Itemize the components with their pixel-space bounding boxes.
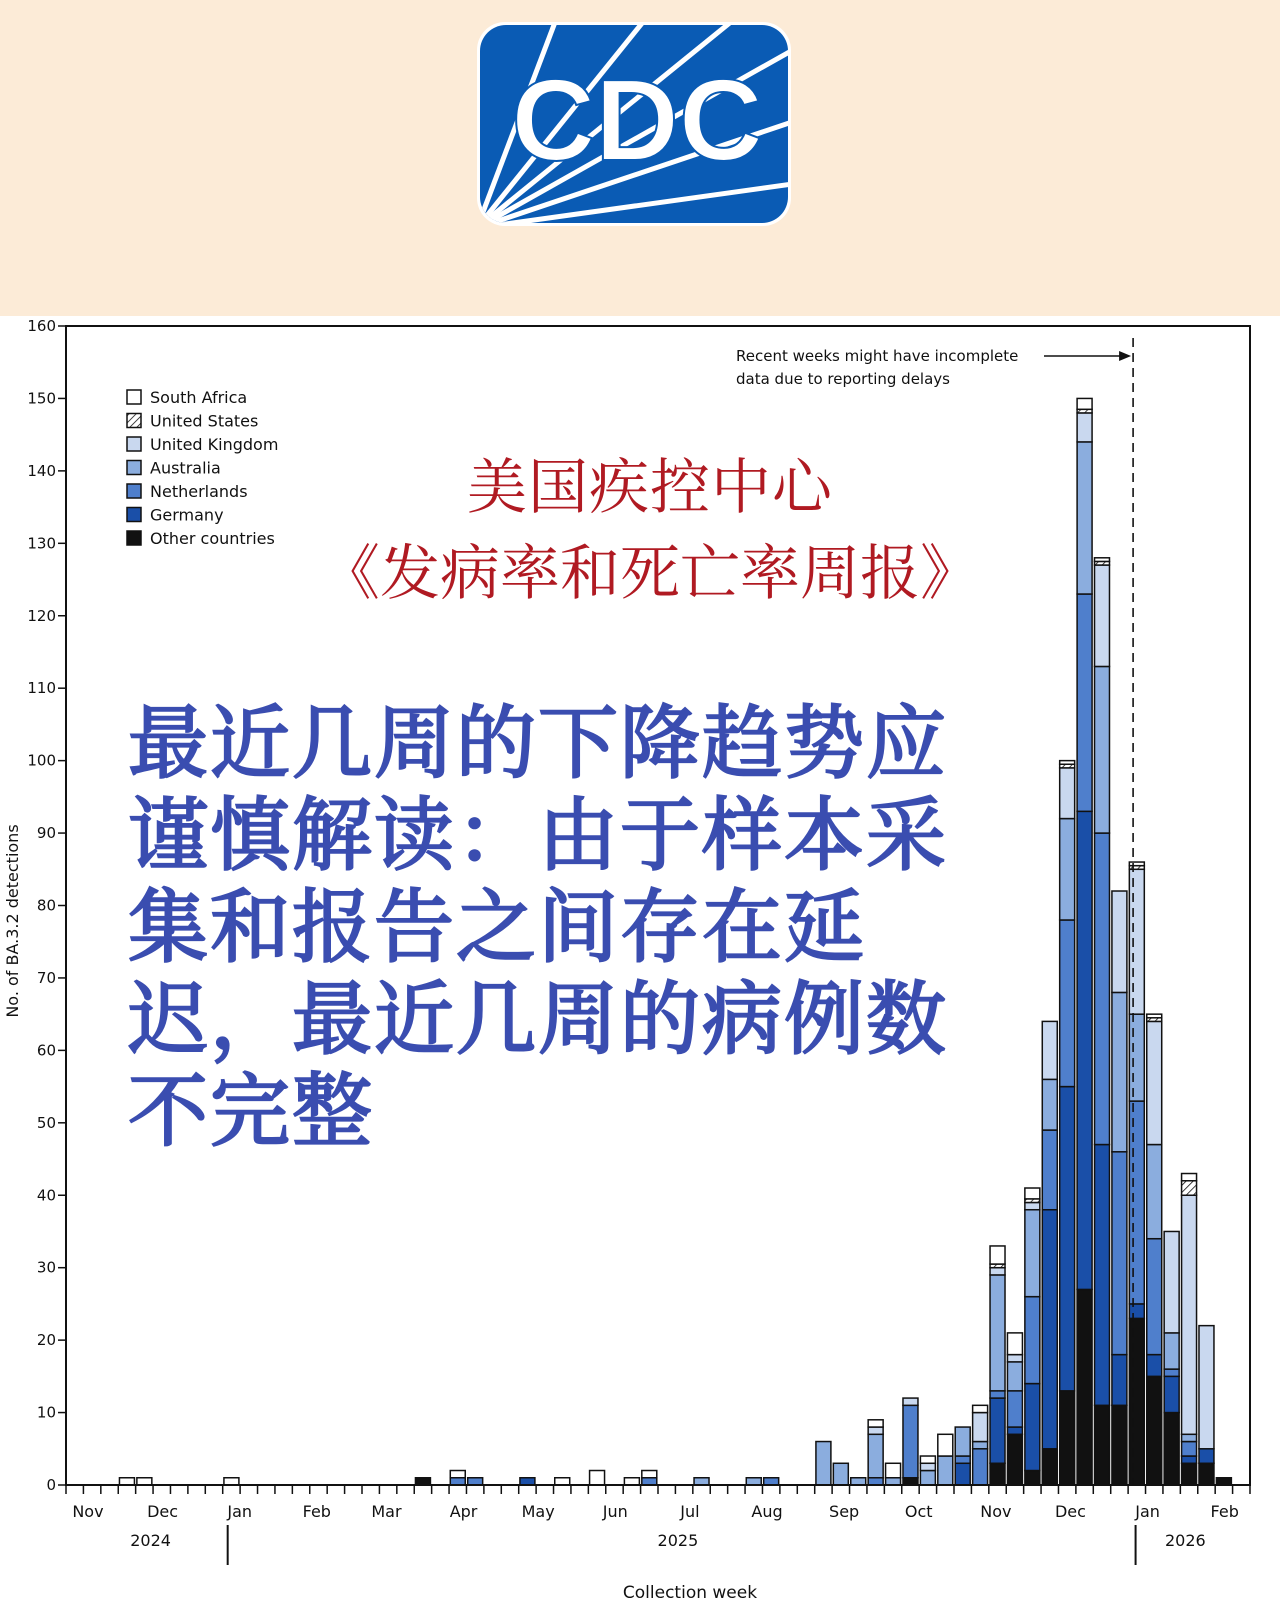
legend-label: Other countries	[150, 529, 275, 548]
bar-segment	[1129, 1318, 1144, 1485]
legend-swatch	[127, 484, 141, 498]
bar-segment	[1164, 1369, 1179, 1376]
bar-segment	[415, 1478, 430, 1485]
bar-week	[450, 1471, 465, 1485]
legend-label: United States	[150, 411, 259, 431]
bar-segment	[1060, 920, 1075, 1087]
bar-segment	[1164, 1231, 1179, 1332]
bar-week	[973, 1405, 988, 1485]
bar-segment	[920, 1471, 935, 1485]
bar-segment	[1095, 1145, 1110, 1406]
bar-segment	[1129, 1101, 1144, 1304]
y-axis-ticks	[27, 317, 66, 1494]
bar-segment	[1182, 1442, 1197, 1456]
bar-segment	[1147, 1021, 1162, 1144]
bar-week	[1060, 761, 1075, 1485]
bar-segment	[1077, 398, 1092, 409]
bar-segment	[868, 1434, 883, 1477]
bar-segment	[1164, 1376, 1179, 1412]
bar-week	[903, 1398, 918, 1485]
bar-segment	[1025, 1471, 1040, 1485]
bar-segment	[1007, 1362, 1022, 1391]
bar-segment	[1095, 1405, 1110, 1485]
bar-segment	[990, 1246, 1005, 1264]
bar-segment	[119, 1478, 134, 1485]
y-tick-label: 60	[36, 1041, 56, 1060]
bar-segment	[868, 1478, 883, 1485]
bar-segment	[468, 1478, 483, 1485]
bar-segment	[1095, 565, 1110, 666]
bar-segment	[973, 1413, 988, 1442]
bar-segment	[990, 1268, 1005, 1275]
legend-swatch	[127, 390, 141, 404]
bar-segment	[990, 1398, 1005, 1463]
bar-week	[137, 1478, 152, 1485]
bar-segment	[1129, 869, 1144, 1014]
x-month-label: Dec	[147, 1502, 179, 1521]
bar-week	[224, 1478, 239, 1485]
bar-segment	[450, 1471, 465, 1478]
bar-week	[415, 1478, 430, 1485]
x-month-label: Sep	[829, 1502, 860, 1521]
bar-week	[764, 1478, 779, 1485]
bar-segment	[1199, 1449, 1214, 1463]
x-month-label: Feb	[302, 1502, 331, 1521]
y-tick-label: 70	[36, 968, 56, 987]
bar-week	[1025, 1188, 1040, 1485]
bar-segment	[1147, 1014, 1162, 1018]
x-month-label: Jul	[680, 1502, 700, 1521]
bar-segment	[1007, 1391, 1022, 1427]
bar-segment	[1182, 1181, 1197, 1195]
bar-week	[694, 1478, 709, 1485]
x-axis-label: Collection week	[622, 1583, 758, 1599]
bar-segment	[903, 1478, 918, 1485]
bar-week	[746, 1478, 761, 1485]
bar-segment	[955, 1456, 970, 1463]
legend-swatch	[127, 461, 141, 475]
x-year-label: 2026	[1164, 1531, 1206, 1550]
bar-segment	[1147, 1355, 1162, 1377]
x-month-label: Apr	[449, 1502, 478, 1521]
bar-segment	[520, 1478, 535, 1485]
bar-segment	[764, 1478, 779, 1485]
bar-week	[1147, 1014, 1162, 1485]
bar-segment	[955, 1427, 970, 1456]
bar-week	[955, 1427, 970, 1485]
bar-segment	[1129, 1014, 1144, 1101]
bar-segment	[920, 1463, 935, 1470]
bar-segment	[903, 1405, 918, 1477]
cdc-logo	[477, 22, 803, 228]
bar-week	[590, 1471, 605, 1485]
bar-segment	[1095, 558, 1110, 562]
bar-segment	[955, 1463, 970, 1485]
bar-segment	[1199, 1463, 1214, 1485]
bar-segment	[990, 1463, 1005, 1485]
bar-segment	[1077, 413, 1092, 442]
bar-segment	[1199, 1326, 1214, 1449]
bar-segment	[868, 1420, 883, 1427]
x-month-label: Mar	[371, 1502, 402, 1521]
y-tick-label: 40	[36, 1186, 56, 1205]
overlay-publication-title: 《发病率和死亡率周报》	[320, 539, 980, 609]
bar-segment	[555, 1478, 570, 1485]
bar-week	[1007, 1333, 1022, 1485]
y-tick-label: 20	[36, 1331, 56, 1350]
bar-segment	[973, 1449, 988, 1485]
bar-segment	[1060, 768, 1075, 819]
bar-segment	[1042, 1210, 1057, 1449]
y-tick-label: 150	[27, 389, 56, 408]
annotation-arrow-head	[1119, 351, 1131, 361]
y-tick-label: 90	[36, 824, 56, 843]
bar-segment	[1007, 1333, 1022, 1355]
y-tick-label: 100	[27, 751, 56, 770]
bar-week	[1164, 1231, 1179, 1485]
x-month-label: Oct	[904, 1502, 933, 1521]
bar-segment	[1112, 1152, 1127, 1355]
legend-label: Australia	[150, 458, 221, 478]
bar-segment	[1025, 1188, 1040, 1199]
bar-segment	[1112, 891, 1127, 992]
bar-segment	[642, 1478, 657, 1485]
legend-label: United Kingdom	[150, 435, 279, 454]
bar-segment	[903, 1398, 918, 1405]
bar-segment	[1025, 1297, 1040, 1384]
bar-segment	[1077, 811, 1092, 1289]
chart-legend	[127, 388, 278, 548]
bar-week	[642, 1471, 657, 1485]
y-tick-label: 120	[27, 606, 56, 625]
bar-segment	[938, 1434, 953, 1456]
bar-segment	[1147, 1239, 1162, 1355]
bar-week	[555, 1478, 570, 1485]
bar-segment	[973, 1405, 988, 1412]
cdc-logo-text: CDC	[511, 55, 763, 185]
x-month-label: Jan	[227, 1502, 253, 1521]
x-year-label: 2025	[657, 1531, 699, 1550]
y-tick-label: 30	[36, 1258, 56, 1277]
bar-segment	[1007, 1427, 1022, 1434]
bar-week	[1042, 1021, 1057, 1485]
bar-week	[1112, 891, 1127, 1485]
bar-segment	[1182, 1434, 1197, 1441]
bar-segment	[137, 1478, 152, 1485]
x-month-label: Nov	[980, 1502, 1012, 1521]
overlay-caution-note: 最近几周的下降趋势应谨慎解读：由于样本采集和报告之间存在延迟，最近几周的病例数不完整	[128, 697, 948, 1158]
y-tick-label: 140	[27, 461, 56, 480]
bar-segment	[816, 1442, 831, 1485]
bar-week	[1129, 862, 1144, 1485]
bar-week	[833, 1463, 848, 1485]
bar-segment	[1095, 833, 1110, 1144]
bar-segment	[1216, 1478, 1231, 1485]
bar-week	[886, 1463, 901, 1485]
bar-segment	[1042, 1449, 1057, 1485]
bar-segment	[1060, 761, 1075, 765]
legend-swatch	[127, 508, 141, 522]
legend-label: Netherlands	[150, 482, 248, 501]
bar-segment	[1007, 1355, 1022, 1362]
bar-segment	[1077, 1289, 1092, 1485]
x-month-label: May	[521, 1502, 555, 1521]
bar-week	[868, 1420, 883, 1485]
bar-week	[1077, 398, 1092, 1485]
bar-segment	[1182, 1463, 1197, 1485]
bar-week	[1216, 1478, 1231, 1485]
annotation-text: data due to reporting delays	[736, 370, 950, 388]
bar-week	[624, 1478, 639, 1485]
legend-label: South Africa	[150, 388, 248, 407]
y-tick-label: 80	[36, 896, 56, 915]
x-month-label: Jan	[1135, 1502, 1160, 1521]
overlay-org-title: 美国疾控中心	[467, 453, 833, 523]
bar-segment	[1025, 1202, 1040, 1209]
bar-segment	[1007, 1434, 1022, 1485]
bar-week	[990, 1246, 1005, 1485]
bar-segment	[694, 1478, 709, 1485]
bar-segment	[1095, 666, 1110, 833]
bar-segment	[1077, 594, 1092, 811]
bar-week	[920, 1456, 935, 1485]
legend-swatch	[127, 437, 141, 451]
bar-segment	[1147, 1145, 1162, 1239]
x-month-label: Feb	[1210, 1502, 1239, 1521]
y-tick-label: 10	[36, 1403, 56, 1422]
legend-swatch	[127, 531, 141, 545]
bar-week	[1199, 1326, 1214, 1485]
bar-segment	[1164, 1333, 1179, 1369]
annotation-text: Recent weeks might have incomplete	[736, 347, 1019, 365]
bar-segment	[642, 1471, 657, 1478]
x-month-label: Dec	[1054, 1502, 1086, 1521]
bar-segment	[590, 1471, 605, 1485]
bar-week	[119, 1478, 134, 1485]
bar-week	[1095, 558, 1110, 1485]
y-tick-label: 0	[46, 1476, 56, 1494]
bar-segment	[1182, 1195, 1197, 1434]
bar-segment	[1042, 1130, 1057, 1210]
bar-segment	[1129, 862, 1144, 866]
bar-week	[851, 1478, 866, 1485]
bar-segment	[1042, 1079, 1057, 1130]
bar-segment	[1060, 819, 1075, 920]
y-tick-label: 50	[36, 1113, 56, 1132]
bar-week	[520, 1478, 535, 1485]
bar-week	[938, 1434, 953, 1485]
bar-segment	[224, 1478, 239, 1485]
x-month-label: Jun	[602, 1502, 628, 1521]
bar-segment	[1182, 1174, 1197, 1181]
bar-segment	[1025, 1210, 1040, 1297]
bar-segment	[624, 1478, 639, 1485]
bar-week	[816, 1442, 831, 1485]
legend-label: Germany	[150, 505, 224, 525]
bar-segment	[1112, 992, 1127, 1151]
bar-segment	[1182, 1456, 1197, 1463]
bar-segment	[1042, 1021, 1057, 1079]
bar-segment	[868, 1427, 883, 1434]
bar-segment	[886, 1463, 901, 1477]
bar-segment	[746, 1478, 761, 1485]
bar-segment	[851, 1478, 866, 1485]
x-month-label: Aug	[751, 1502, 783, 1521]
bar-segment	[938, 1456, 953, 1485]
bar-segment	[1060, 1087, 1075, 1391]
bar-segment	[990, 1391, 1005, 1398]
bar-segment	[990, 1275, 1005, 1391]
bar-segment	[1060, 1391, 1075, 1485]
bar-segment	[1112, 1355, 1127, 1406]
y-axis-label: No. of BA.3.2 detections	[3, 824, 22, 1018]
x-month-label: Nov	[72, 1502, 104, 1521]
bar-segment	[1147, 1376, 1162, 1485]
x-year-label: 2024	[130, 1531, 171, 1550]
bar-segment	[920, 1456, 935, 1463]
y-tick-label: 130	[27, 534, 56, 553]
bar-segment	[1129, 1304, 1144, 1318]
bar-segment	[973, 1442, 988, 1449]
bar-segment	[833, 1463, 848, 1485]
bar-segment	[1164, 1413, 1179, 1485]
y-tick-label: 160	[27, 317, 56, 335]
y-tick-label: 110	[27, 679, 56, 698]
bar-week	[1182, 1174, 1197, 1485]
bar-segment	[450, 1478, 465, 1485]
bar-segment	[886, 1478, 901, 1485]
x-axis-ticks	[66, 1485, 1250, 1565]
bar-segment	[1025, 1384, 1040, 1471]
legend-swatch	[127, 414, 141, 428]
bar-week	[468, 1478, 483, 1485]
bar-segment	[1077, 442, 1092, 594]
bar-segment	[1112, 1405, 1127, 1485]
